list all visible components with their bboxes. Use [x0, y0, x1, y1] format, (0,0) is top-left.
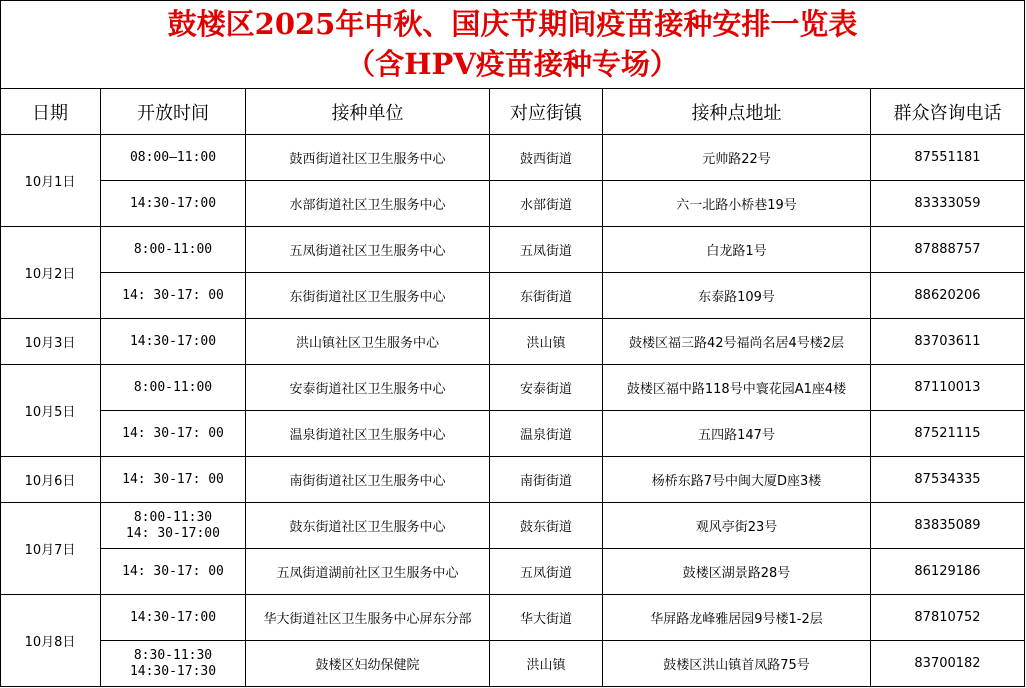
address-cell: 五四路147号 [603, 411, 871, 457]
time-cell: 14: 30-17: 00 [101, 273, 246, 319]
header-date: 日期 [0, 89, 101, 135]
header-time: 开放时间 [101, 89, 246, 135]
unit-cell: 洪山镇社区卫生服务中心 [246, 319, 490, 365]
address-cell: 白龙路1号 [603, 227, 871, 273]
street-cell: 五凤街道 [490, 227, 603, 273]
phone-cell: 87810752 [871, 595, 1025, 641]
unit-cell: 鼓西街道社区卫生服务中心 [246, 135, 490, 181]
street-cell: 鼓西街道 [490, 135, 603, 181]
phone-cell: 88620206 [871, 273, 1025, 319]
date-cell: 10月7日 [0, 503, 101, 595]
date-cell: 10月6日 [0, 457, 101, 503]
time-cell: 14:30-17:00 [101, 595, 246, 641]
phone-cell: 87110013 [871, 365, 1025, 411]
address-cell: 鼓楼区湖景路28号 [603, 549, 871, 595]
table-row [0, 273, 1025, 319]
schedule-table [0, 88, 1025, 687]
time-cell: 8:00-11:30 14: 30-17:00 [101, 503, 246, 549]
street-cell: 华大街道 [490, 595, 603, 641]
unit-cell: 五凤街道社区卫生服务中心 [246, 227, 490, 273]
phone-cell: 87551181 [871, 135, 1025, 181]
table-row [0, 411, 1025, 457]
table-row [0, 595, 1025, 641]
address-cell: 鼓楼区福中路118号中寰花园A1座4楼 [603, 365, 871, 411]
table-body [0, 135, 1025, 687]
phone-cell: 83333059 [871, 181, 1025, 227]
date-cell: 10月5日 [0, 365, 101, 457]
date-cell: 10月3日 [0, 319, 101, 365]
date-cell: 10月1日 [0, 135, 101, 227]
table-row [0, 503, 1025, 549]
title-line-2: （含HPV疫苗接种专场） [346, 47, 679, 81]
table-row [0, 227, 1025, 273]
time-cell: 8:00-11:00 [101, 365, 246, 411]
header-row [0, 89, 1025, 135]
address-cell: 华屏路龙峰雅居园9号楼1-2层 [603, 595, 871, 641]
unit-cell: 南街街道社区卫生服务中心 [246, 457, 490, 503]
time-cell: 14: 30-17: 00 [101, 411, 246, 457]
title-line-1: 鼓楼区2025年中秋、国庆节期间疫苗接种安排一览表 [167, 7, 858, 41]
phone-cell: 83703611 [871, 319, 1025, 365]
header-street: 对应街镇 [490, 89, 603, 135]
unit-cell: 华大街道社区卫生服务中心屏东分部 [246, 595, 490, 641]
title-block [1, 1, 1025, 89]
phone-cell: 83700182 [871, 641, 1025, 687]
unit-cell: 鼓楼区妇幼保健院 [246, 641, 490, 687]
address-cell: 东泰路109号 [603, 273, 871, 319]
table-row [0, 365, 1025, 411]
header-phone: 群众咨询电话 [871, 89, 1025, 135]
street-cell: 五凤街道 [490, 549, 603, 595]
street-cell: 温泉街道 [490, 411, 603, 457]
header-unit: 接种单位 [246, 89, 490, 135]
unit-cell: 东街街道社区卫生服务中心 [246, 273, 490, 319]
address-cell: 元帅路22号 [603, 135, 871, 181]
table-row [0, 319, 1025, 365]
address-cell: 杨桥东路7号中闽大厦D座3楼 [603, 457, 871, 503]
date-cell: 10月8日 [0, 595, 101, 687]
header-address: 接种点地址 [603, 89, 871, 135]
phone-cell: 87888757 [871, 227, 1025, 273]
address-cell: 观风亭街23号 [603, 503, 871, 549]
street-cell: 水部街道 [490, 181, 603, 227]
street-cell: 安泰街道 [490, 365, 603, 411]
table-row [0, 457, 1025, 503]
street-cell: 鼓东街道 [490, 503, 603, 549]
unit-cell: 水部街道社区卫生服务中心 [246, 181, 490, 227]
phone-cell: 83835089 [871, 503, 1025, 549]
address-cell: 鼓楼区福三路42号福尚名居4号楼2层 [603, 319, 871, 365]
time-cell: 14:30-17:00 [101, 181, 246, 227]
time-cell: 14: 30-17: 00 [101, 457, 246, 503]
time-cell: 08:00—11:00 [101, 135, 246, 181]
unit-cell: 五凤街道湖前社区卫生服务中心 [246, 549, 490, 595]
time-cell: 14: 30-17: 00 [101, 549, 246, 595]
street-cell: 南街街道 [490, 457, 603, 503]
phone-cell: 87521115 [871, 411, 1025, 457]
address-cell: 六一北路小桥巷19号 [603, 181, 871, 227]
unit-cell: 温泉街道社区卫生服务中心 [246, 411, 490, 457]
phone-cell: 86129186 [871, 549, 1025, 595]
table-row [0, 181, 1025, 227]
table-row [0, 641, 1025, 687]
address-cell: 鼓楼区洪山镇首凤路75号 [603, 641, 871, 687]
time-cell: 14:30-17:00 [101, 319, 246, 365]
date-cell: 10月2日 [0, 227, 101, 319]
street-cell: 东街街道 [490, 273, 603, 319]
time-cell: 8:30-11:30 14:30-17:30 [101, 641, 246, 687]
street-cell: 洪山镇 [490, 641, 603, 687]
table-row [0, 549, 1025, 595]
unit-cell: 鼓东街道社区卫生服务中心 [246, 503, 490, 549]
time-cell: 8:00-11:00 [101, 227, 246, 273]
street-cell: 洪山镇 [490, 319, 603, 365]
unit-cell: 安泰街道社区卫生服务中心 [246, 365, 490, 411]
phone-cell: 87534335 [871, 457, 1025, 503]
table-row [0, 135, 1025, 181]
